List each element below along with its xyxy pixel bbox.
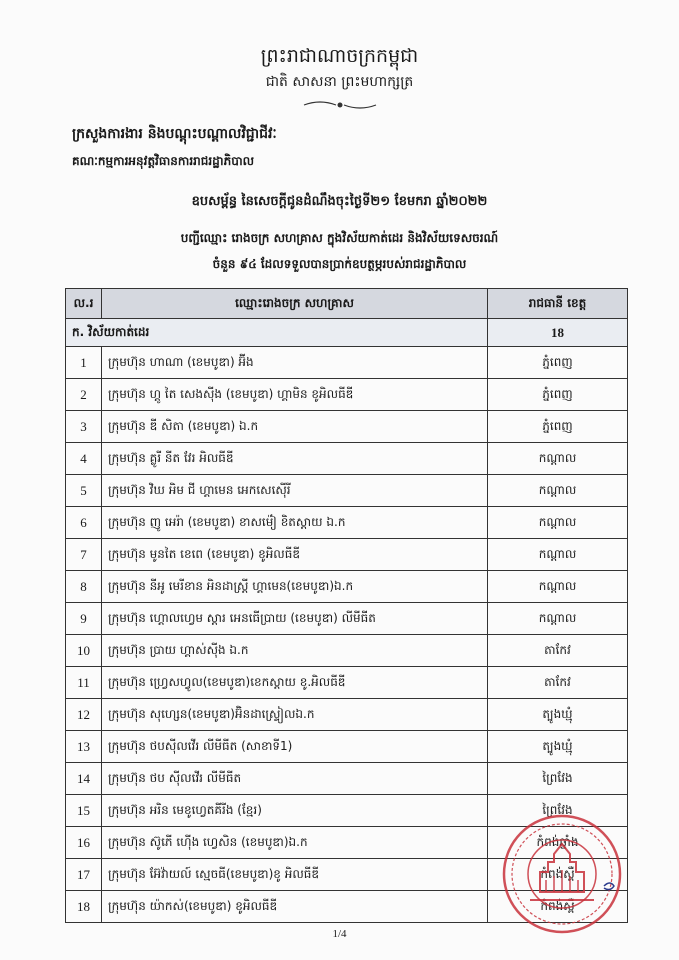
page-number: 1/4 xyxy=(332,928,347,940)
column-header-name: ឈ្មោះរោងចក្រ សហគ្រាស xyxy=(102,289,488,319)
row-number: 10 xyxy=(66,635,102,667)
table-row xyxy=(66,699,628,731)
committee-name: គណៈកម្មការអនុវត្តវិធានការរាជរដ្ឋាភិបាល xyxy=(72,154,255,168)
row-number: 8 xyxy=(66,571,102,603)
decorative-divider-icon xyxy=(300,98,380,115)
official-seal-icon xyxy=(500,812,624,936)
table-row xyxy=(66,763,628,795)
province-name: កណ្តាល xyxy=(488,539,628,571)
company-name: ក្រុមហ៊ុន ហ្គូ តៃ សេងស៊ីង (ខេមបូឌា) ហ្គាមិន ខូអិលធីឌី xyxy=(102,379,488,411)
province-name: កណ្តាល xyxy=(488,507,628,539)
company-name: ក្រុមហ៊ុន ស៊ូភើ ហ៊ើង ហ្វេសិន (ខេមបូឌា)ឯ.ក xyxy=(102,827,488,859)
company-name: ក្រុមហ៊ុន ហាណា (ខេមបូឌា) អ៊ីង xyxy=(102,347,488,379)
row-number: 5 xyxy=(66,475,102,507)
column-header-number: ល.រ xyxy=(66,289,102,319)
kingdom-heading: ព្រះរាជាណាចក្រកម្ពុជា xyxy=(260,45,419,67)
table-row xyxy=(66,347,628,379)
province-name: កំពង់ស្ពឺ xyxy=(488,859,628,891)
province-name: កំពង់ឆ្នាំង xyxy=(488,827,628,859)
row-number: 12 xyxy=(66,699,102,731)
row-number: 17 xyxy=(66,859,102,891)
company-name: ក្រុមហ៊ុន យ៉ាកស់(ខេមបូឌា) ខូអិលធីឌី xyxy=(102,891,488,923)
province-name: ត្បូងឃ្មុំ xyxy=(488,699,628,731)
row-number: 1 xyxy=(66,347,102,379)
province-name: តាកែវ xyxy=(488,667,628,699)
section-label: ក. វិស័យកាត់ដេរ xyxy=(66,319,488,347)
company-name: ក្រុមហ៊ុន ប្រាយ ហ្គាស់ស៊ីង ឯ.ក xyxy=(102,635,488,667)
subject-line-1: បញ្ជីឈ្មោះ រោងចក្រ សហគ្រាស ក្នុងវិស័យកាត់ដេរ និងវិស័យទេសចរណ៍ xyxy=(180,231,499,245)
table-row xyxy=(66,635,628,667)
section-row xyxy=(66,319,628,347)
table-header-row xyxy=(66,289,628,319)
row-number: 14 xyxy=(66,763,102,795)
province-name: ព្រៃវែង xyxy=(488,763,628,795)
company-name: ក្រុមហ៊ុន អ៊ែវ៉ាយល៍ ស្មេចធី(ខេមបូឌា)ខូ អិលធីឌី xyxy=(102,859,488,891)
row-number: 13 xyxy=(66,731,102,763)
company-name: ក្រុមហ៊ុន សុហ្សេន(ខេមបូឌា)អ៊ិនដាស្ទ្រៀលឯ.ក xyxy=(102,699,488,731)
province-name: កំពង់ស្ពឺ xyxy=(488,891,628,923)
company-name: ក្រុមហ៊ុន មូនតៃ ខេពេ (ខេមបូឌា) ខូអិលធីឌី xyxy=(102,539,488,571)
company-name: ក្រុមហ៊ុន ញូ អេរ៉ា (ខេមបូឌា) ខាសម៉ៀ ខិតស្ដាយ ឯ.ក xyxy=(102,507,488,539)
province-name: ភ្នំពេញ xyxy=(488,347,628,379)
table-row xyxy=(66,411,628,443)
province-name: ព្រៃវែង xyxy=(488,795,628,827)
row-number: 16 xyxy=(66,827,102,859)
company-name: ក្រុមហ៊ុន ថបស៊ីលវើរ លីមីធីត (សាខាទី1) xyxy=(102,731,488,763)
company-name: ក្រុមហ៊ុន ហ្គោលហ្វេម ស្តារ អេនធើប្រាយ (ខេមបូឌា) លីមីធីត xyxy=(102,603,488,635)
table-row xyxy=(66,731,628,763)
table-row xyxy=(66,667,628,699)
row-number: 4 xyxy=(66,443,102,475)
table-row xyxy=(66,379,628,411)
row-number: 6 xyxy=(66,507,102,539)
row-number: 9 xyxy=(66,603,102,635)
row-number: 2 xyxy=(66,379,102,411)
province-name: ភ្នំពេញ xyxy=(488,379,628,411)
table-row xyxy=(66,507,628,539)
row-number: 18 xyxy=(66,891,102,923)
table-row xyxy=(66,571,628,603)
province-name: តាកែវ xyxy=(488,635,628,667)
province-name: កណ្តាល xyxy=(488,603,628,635)
column-header-province: រាជធានី ខេត្ត xyxy=(488,289,628,319)
company-name: ក្រុមហ៊ុន វិឃ អិម ជី ហ្គាមេន អេកសេស៊ើរី xyxy=(102,475,488,507)
company-name: ក្រុមហ៊ុន នីអូ មេរីខាន អិនដាស្ត្រី ហ្គាមេន(ខេមបូឌា)ឯ.ក xyxy=(102,571,488,603)
row-number: 11 xyxy=(66,667,102,699)
row-number: 3 xyxy=(66,411,102,443)
province-name: កណ្តាល xyxy=(488,443,628,475)
company-name: ក្រុមហ៊ុន ឌី សិតា (ខេមបូឌា) ឯ.ក xyxy=(102,411,488,443)
company-name: ក្រុមហ៊ុន អរិន មេខូហ្វេតគីរីង (ខ្មែរ) xyxy=(102,795,488,827)
province-name: កណ្តាល xyxy=(488,475,628,507)
national-motto: ជាតិ សាសនា ព្រះមហាក្សត្រ xyxy=(265,74,414,90)
table-row xyxy=(66,539,628,571)
table-row xyxy=(66,475,628,507)
table-row xyxy=(66,603,628,635)
company-name: ក្រុមហ៊ុន ហ្វ្រេសហ្វូល(ខេមបូឌា)ខេកស្តាយ ខូ.អិលធីឌី xyxy=(102,667,488,699)
subject-line-2: ចំនួន ៩៤ ដែលទទួលបានប្រាក់ឧបត្ថម្ភរបស់រាជរដ្ឋាភិបាល xyxy=(212,257,467,271)
row-number: 15 xyxy=(66,795,102,827)
row-number: 7 xyxy=(66,539,102,571)
province-name: ភ្នំពេញ xyxy=(488,411,628,443)
table-row xyxy=(66,443,628,475)
province-name: ត្បូងឃ្មុំ xyxy=(488,731,628,763)
company-name: ក្រុមហ៊ុន គ្លូរី នីត វែរ អិលធីឌី xyxy=(102,443,488,475)
province-name: កណ្តាល xyxy=(488,571,628,603)
section-count: 18 xyxy=(488,319,628,347)
company-name: ក្រុមហ៊ុន ថប ស៊ីលវើរ លីមីធីត xyxy=(102,763,488,795)
ministry-name: ក្រសួងការងារ និងបណ្តុះបណ្តាលវិជ្ជាជីវៈ xyxy=(72,126,277,142)
annex-title: ឧបសម្ព័ន្ធ នៃសេចក្តីជូនដំណឹងចុះថ្ងៃទី២១ ខែមករា ឆ្នាំ២០២២ xyxy=(191,194,488,209)
